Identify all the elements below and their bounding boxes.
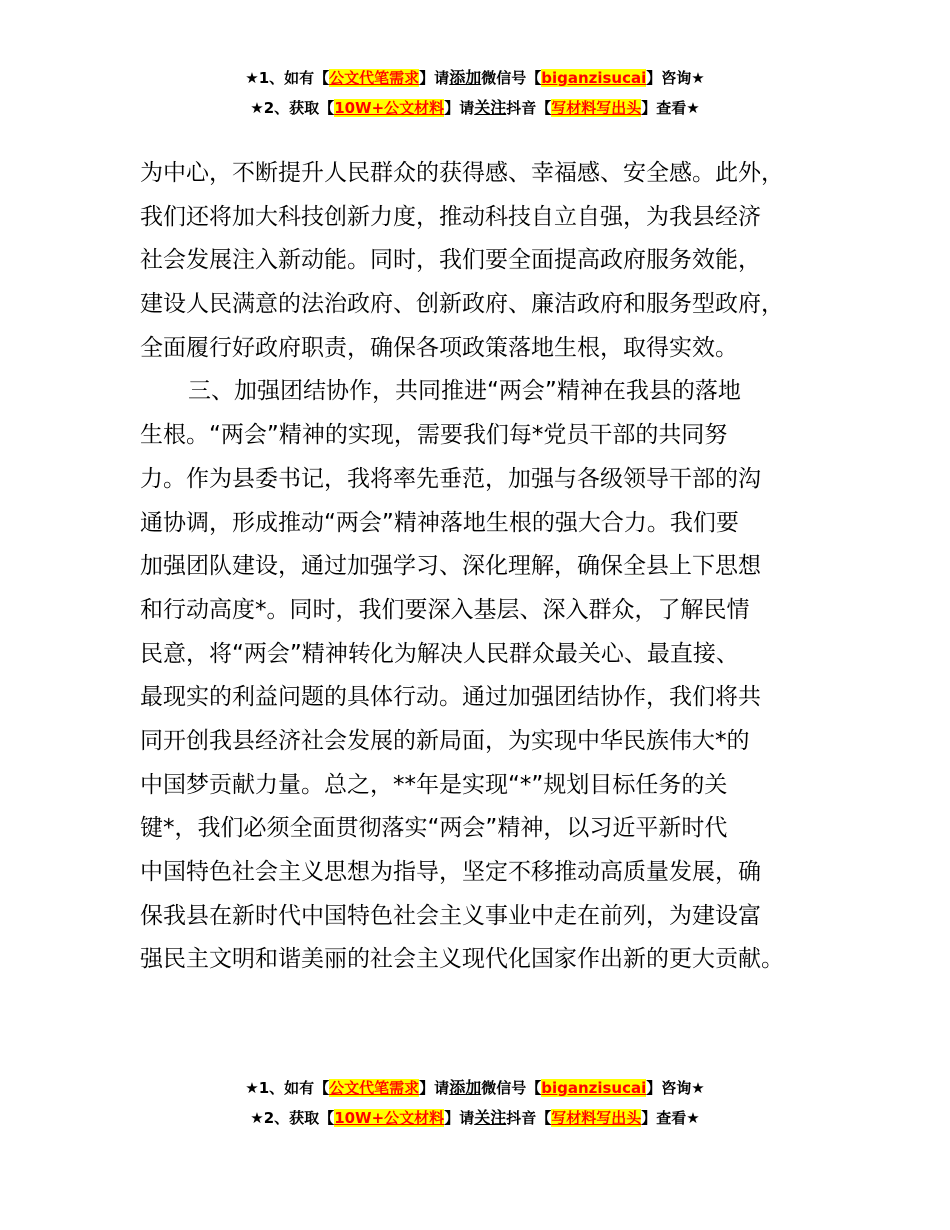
footer-line-2-emphasis: 关注 [474, 1108, 507, 1127]
banner-line-2-prefix: ★2、获取【 [250, 99, 335, 117]
footer-line-2-suffix: 】查看★ [641, 1109, 700, 1127]
footer-line-2-mid1: 】请 [444, 1109, 475, 1127]
body-line: 同开创我县经济社会发展的新局面，为实现中华民族伟大*的 [140, 727, 750, 754]
body-line: 最现实的利益问题的具体行动。通过加强团结协作，我们将共 [140, 684, 761, 711]
banner-line-1-prefix: ★1、如有【 [245, 69, 330, 87]
footer-banner-line-2 [0, 1103, 950, 1133]
header-banner [0, 63, 950, 123]
footer-line-2-highlight-materials: 10W+公文材料 [334, 1109, 445, 1127]
banner-line-2-highlight-materials: 10W+公文材料 [334, 99, 445, 117]
footer-line-1-mid1: 】请 [419, 1079, 450, 1097]
footer-line-2-prefix: ★2、获取【 [250, 1109, 335, 1127]
body-line: 强民主文明和谐美丽的社会主义现代化国家作出新的更大贡献。 [140, 946, 784, 973]
body-line: 建设人民满意的法治政府、创新政府、廉洁政府和服务型政府， [140, 291, 784, 318]
footer-banner [0, 1073, 950, 1133]
banner-line-2-suffix: 】查看★ [641, 99, 700, 117]
body-line: 为中心，不断提升人民群众的获得感、幸福感、安全感。此外， [140, 160, 784, 186]
body-line: 中国梦贡献力量。总之，**年是实现“*”规划目标任务的关 [140, 771, 728, 798]
banner-line-2-emphasis: 关注 [474, 98, 507, 117]
body-line: 民意，将“两会”精神转化为解决人民群众最关心、最直接、 [140, 640, 739, 667]
footer-line-1-highlight-wechat: biganzisucai [541, 1079, 647, 1097]
banner-line-1-mid2: 微信号【 [481, 69, 542, 87]
document-body [140, 152, 840, 982]
body-line: 社会发展注入新动能。同时，我们要全面提高政府服务效能， [140, 247, 761, 274]
body-line: 加强团队建设，通过加强学习、深化理解，确保全县上下思想 [140, 553, 761, 580]
footer-banner-line-1 [0, 1073, 950, 1103]
banner-line-1 [0, 63, 950, 93]
body-line: 中国特色社会主义思想为指导，坚定不移推动高质量发展，确 [140, 859, 761, 885]
footer-line-2-highlight-douyin: 写材料写出头 [551, 1109, 642, 1127]
footer-line-1-highlight-service: 公文代笔需求 [329, 1079, 420, 1097]
banner-line-2-mid1: 】请 [444, 99, 475, 117]
body-line: 保我县在新时代中国特色社会主义事业中走在前列，为建设富 [140, 902, 761, 929]
body-line: 我们还将加大科技创新力度，推动科技自立自强，为我县经济 [140, 203, 761, 230]
banner-line-1-highlight-wechat: biganzisucai [541, 69, 647, 87]
footer-line-1-emphasis: 添加 [449, 1078, 482, 1097]
body-line: 力。作为县委书记，我将率先垂范，加强与各级领导干部的沟 [140, 465, 761, 492]
footer-line-1-suffix: 】咨询★ [646, 1079, 705, 1097]
footer-line-1-prefix: ★1、如有【 [245, 1079, 330, 1097]
body-line: 全面履行好政府职责，确保各项政策落地生根，取得实效。 [140, 334, 738, 361]
section-heading-line: 三、加强团结协作，共同推进“两会”精神在我县的落地 [188, 378, 741, 405]
footer-line-2-mid2: 抖音【 [506, 1109, 552, 1127]
banner-line-1-emphasis: 添加 [449, 68, 482, 87]
banner-line-1-mid1: 】请 [419, 69, 450, 87]
banner-line-2 [0, 93, 950, 123]
body-line: 通协调，形成推动“两会”精神落地生根的强大合力。我们要 [140, 509, 739, 536]
footer-line-1-mid2: 微信号【 [481, 1079, 542, 1097]
body-line: 生根。“两会”精神的实现，需要我们每*党员干部的共同努 [140, 422, 728, 449]
banner-line-2-mid2: 抖音【 [506, 99, 552, 117]
banner-line-2-highlight-douyin: 写材料写出头 [551, 99, 642, 117]
body-line: 和行动高度*。同时，我们要深入基层、深入群众，了解民情 [140, 596, 750, 623]
body-line: 键*，我们必须全面贯彻落实“两会”精神，以习近平新时代 [140, 815, 728, 842]
banner-line-1-highlight-service: 公文代笔需求 [329, 69, 420, 87]
banner-line-1-suffix: 】咨询★ [646, 69, 705, 87]
